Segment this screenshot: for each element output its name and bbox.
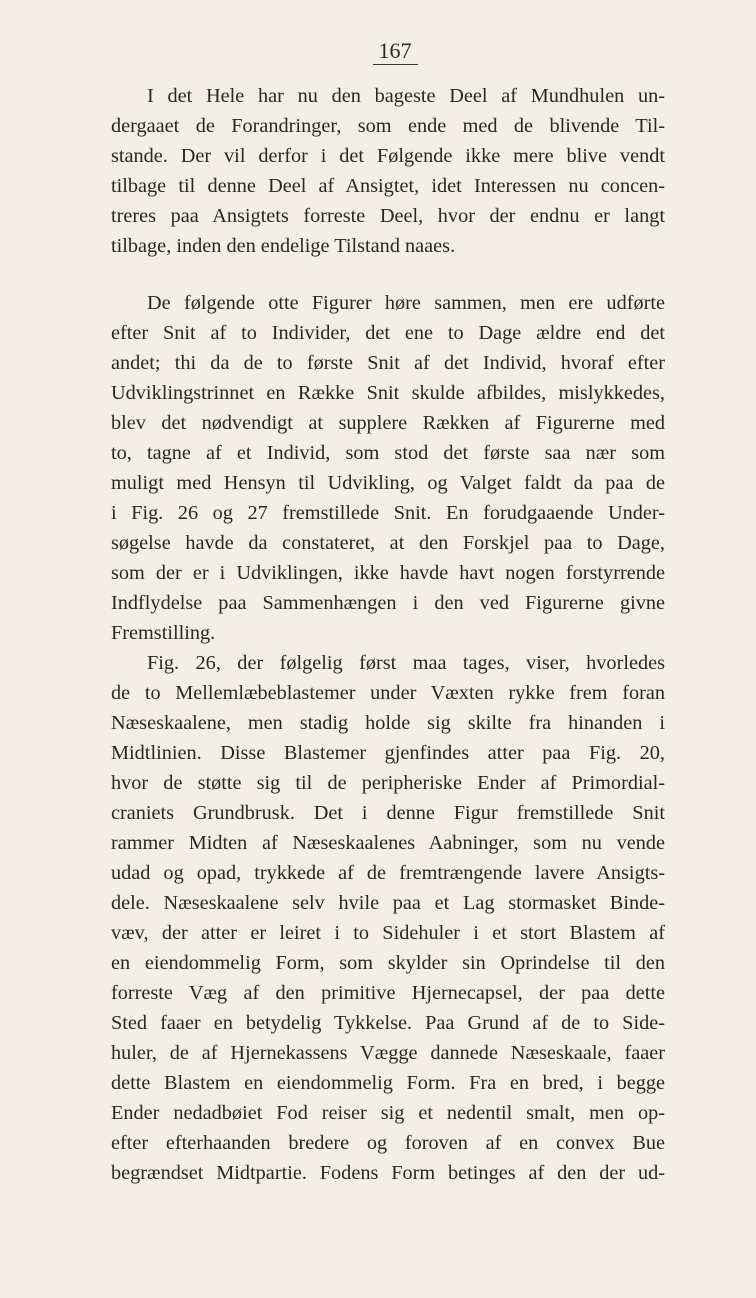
text-line: som der er i Udviklingen, ikke havde havt nogen forstyrrende <box>111 562 665 584</box>
text-line: Fig. 26, der følgelig først maa tages, viser, hvorledes <box>147 652 665 674</box>
text-line: Midtlinien. Disse Blastemer gjenfindes atter paa Fig. 20, <box>111 742 665 764</box>
text-line: muligt med Hensyn til Udvikling, og Valget faldt da paa de <box>111 472 665 494</box>
text-line: De følgende otte Figurer høre sammen, men ere udførte <box>147 292 665 314</box>
text-line: hvor de støtte sig til de peripheriske Ender af Primordial- <box>111 772 665 794</box>
text-line: tilbage, inden den endelige Tilstand naaes. <box>111 235 456 257</box>
text-line: huler, de af Hjernekassens Vægge dannede Næseskaale, faaer <box>111 1042 665 1064</box>
text-line: blev det nødvendigt at supplere Rækken af Figurerne med <box>111 412 665 434</box>
text-line: tilbage til denne Deel af Ansigtet, idet Interessen nu concen- <box>111 175 665 197</box>
page-number-text: 167 <box>373 38 418 65</box>
text-line: Udviklingstrinnet en Række Snit skulde afbildes, mislykkedes, <box>111 382 665 404</box>
text-line: søgelse havde da constateret, at den Forskjel paa to Dage, <box>111 532 665 554</box>
text-line: begrændset Midtpartie. Fodens Form betinges af den der ud- <box>111 1162 665 1184</box>
text-line: craniets Grundbrusk. Det i denne Figur fremstillede Snit <box>111 802 665 824</box>
text-line: rammer Midten af Næseskaalenes Aabninger, som nu vende <box>111 832 665 854</box>
text-line: i Fig. 26 og 27 fremstillede Snit. En forudgaaende Under- <box>111 502 665 524</box>
text-line: forreste Væg af den primitive Hjernecapsel, der paa dette <box>111 982 665 1004</box>
text-line: stande. Der vil derfor i det Følgende ikke mere blive vendt <box>111 145 665 167</box>
text-line: dette Blastem en eiendommelig Form. Fra en bred, i begge <box>111 1072 665 1094</box>
text-line: dergaaet de Forandringer, som ende med de blivende Til- <box>111 115 665 137</box>
text-line: Sted faaer en betydelig Tykkelse. Paa Grund af de to Side- <box>111 1012 665 1034</box>
text-line: efter efterhaanden bredere og foroven af en convex Bue <box>111 1132 665 1154</box>
text-line: efter Snit af to Individer, det ene to Dage ældre end det <box>111 322 665 344</box>
text-line: udad og opad, trykkede af de fremtrængende lavere Ansigts- <box>111 862 665 884</box>
text-line: væv, der atter er leiret i to Sidehuler i et stort Blastem af <box>111 922 665 944</box>
text-line: Ender nedadbøiet Fod reiser sig et nedentil smalt, men op- <box>111 1102 665 1124</box>
text-line: Næseskaalene, men stadig holde sig skilte fra hinanden i <box>111 712 665 734</box>
text-line: to, tagne af et Individ, som stod det første saa nær som <box>111 442 665 464</box>
text-line: en eiendommelig Form, som skylder sin Oprindelse til den <box>111 952 665 974</box>
text-line: de to Mellemlæbeblastemer under Væxten rykke frem foran <box>111 682 665 704</box>
text-line: I det Hele har nu den bageste Deel af Mundhulen un- <box>147 85 665 107</box>
text-line: Indflydelse paa Sammenhængen i den ved Figurerne givne <box>111 592 665 614</box>
text-line: treres paa Ansigtets forreste Deel, hvor der endnu er langt <box>111 205 665 227</box>
text-line: dele. Næseskaalene selv hvile paa et Lag stormasket Binde- <box>111 892 665 914</box>
text-line: Fremstilling. <box>111 622 216 644</box>
page-number <box>0 38 756 65</box>
text-line: andet; thi da de to første Snit af det Individ, hvoraf efter <box>111 352 665 374</box>
